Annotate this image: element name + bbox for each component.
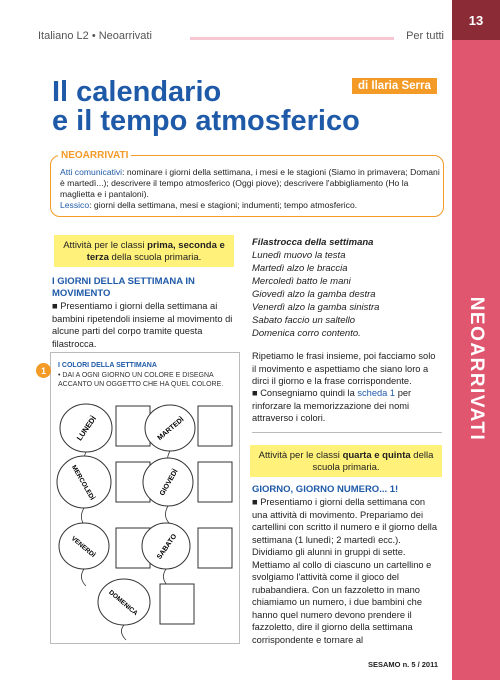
color-box[interactable] — [198, 462, 232, 502]
section2-text: ■ Presentiamo i giorni della settimana con una attività di movimento. Prepariamo dei cartellini con scritto il numero e il giorno della settimana (1 lunedì; 2 martedì ecc.). Dividiamo gli alunni in gruppi di sette. Mettiamo al collo di ciascuno un cartellino e svolgiamo l'attività come il gioco del rubabandiera. Con un fazzoletto in mano chiamiamo un numero, i due bambini che hanno quel numero devono prendere il fazzoletto, dire il giorno della settimana corrispondente e tornare al — [252, 497, 437, 645]
balloon-giovedi — [143, 458, 193, 524]
right-text-2 — [252, 387, 442, 425]
worksheet-number: 1 — [36, 363, 51, 378]
banner2-bold: quarta e quinta — [342, 450, 411, 461]
right-text-2-pre: ■ Consegniamo quindi la — [252, 388, 358, 398]
section2-title: GIORNO, GIORNO NUMERO... 1! — [252, 484, 399, 495]
banner1-pre: Attività per le classi — [63, 240, 148, 251]
lex-text: : giorni della settimana, mesi e stagioni; indumenti; tempo atmosferico. — [89, 200, 358, 210]
color-box[interactable] — [198, 406, 232, 446]
balloon-sabato — [142, 523, 190, 586]
banner2-pre: Attività per le classi — [258, 450, 343, 461]
poem-line: Venerdì alzo la gamba sinistra — [252, 302, 380, 313]
intro-tag: NEOARRIVATI — [58, 150, 131, 161]
title-line-2: e il tempo atmosferico — [52, 105, 360, 137]
worksheet-instruction: • DAI A OGNI GIORNO UN COLORE E DISEGNA ACCANTO UN OGGETTO CHE HA QUEL COLORE. — [58, 372, 224, 388]
day-label: LUNEDÌ — [74, 414, 99, 443]
day-label: GIOVEDÌ — [158, 468, 180, 498]
poem — [252, 236, 442, 340]
banner2-post: della scuola primaria. — [312, 450, 434, 473]
worksheet-title: I COLORI DELLA SETTIMANA — [58, 362, 157, 369]
comm-text: : nominare i giorni della settimana, i mesi e le stagioni (Siamo in primavera; Domani è martedì...); descrivere il tempo atmosferico (Oggi piove); descrivere l'abbigliamento (Ho la maglietta e i pantaloni). — [60, 167, 440, 199]
page-number: 13 — [452, 0, 500, 40]
balloon-domenica — [98, 579, 150, 640]
column-divider — [252, 432, 442, 433]
poem-line: Sabato faccio un saltello — [252, 315, 355, 326]
grade-banner-2 — [250, 445, 442, 477]
color-box[interactable] — [198, 528, 232, 568]
header-rule — [190, 37, 394, 40]
poem-line: Mercoledì batto le mani — [252, 276, 351, 287]
lex-label: Lessico — [60, 200, 90, 210]
balloon-worksheet — [50, 352, 240, 644]
right-text-2-post: per rinforzare la memorizzazione dei nomi attraverso i colori. — [252, 388, 412, 423]
day-label: MARTEDÌ — [156, 416, 186, 443]
poem-line: Martedì alzo le braccia — [252, 263, 348, 274]
title-line-1: Il calendario — [52, 76, 222, 108]
right-text-1: Ripetiamo le frasi insieme, poi facciamo solo il movimento e aspettiamo che siano loro a dirci il giorno e la frase corrispondente. — [252, 351, 436, 386]
header-right: Per tutti — [406, 30, 444, 42]
poem-title: Filastrocca della settimana — [252, 237, 374, 248]
banner1-bold: prima, seconda e terza — [86, 240, 225, 263]
day-label: DOMENICA — [107, 589, 139, 618]
day-label: VENERDÌ — [69, 535, 97, 560]
header-left: Italiano L2 • Neoarrivati — [38, 30, 152, 42]
footer-issue: SESAMO n. 5 / 2011 — [368, 660, 439, 669]
intro-text — [60, 167, 440, 211]
author-badge: di Ilaria Serra — [352, 78, 437, 94]
section1-text: ■ Presentiamo i giorni della settimana ai bambini ripetendoli insieme al movimento di alcune parti del corpo tramite questa filastrocca. — [52, 301, 233, 349]
balloon-mercoledi — [57, 456, 111, 528]
balloon-venerdi — [59, 523, 109, 586]
color-box[interactable] — [160, 584, 194, 624]
comm-label: Atti comunicativi — [60, 167, 123, 177]
banner1-post: della scuola primaria. — [108, 252, 202, 263]
day-label: SABATO — [156, 533, 179, 561]
section1-title: I GIORNI DELLA SETTIMANA IN MOVIMENTO — [52, 276, 195, 299]
worksheet-link[interactable]: scheda 1 — [357, 388, 396, 398]
poem-line: Giovedì alzo la gamba destra — [252, 289, 376, 300]
article-title — [52, 78, 382, 136]
grade-banner-1 — [54, 235, 234, 267]
poem-line: Domenica corro contento. — [252, 328, 361, 339]
poem-line: Lunedì muovo la testa — [252, 250, 346, 261]
section-side-label: NEOARRIVATI — [466, 296, 487, 442]
day-label: MERCOLEDÌ — [69, 464, 96, 502]
running-header — [38, 28, 444, 46]
